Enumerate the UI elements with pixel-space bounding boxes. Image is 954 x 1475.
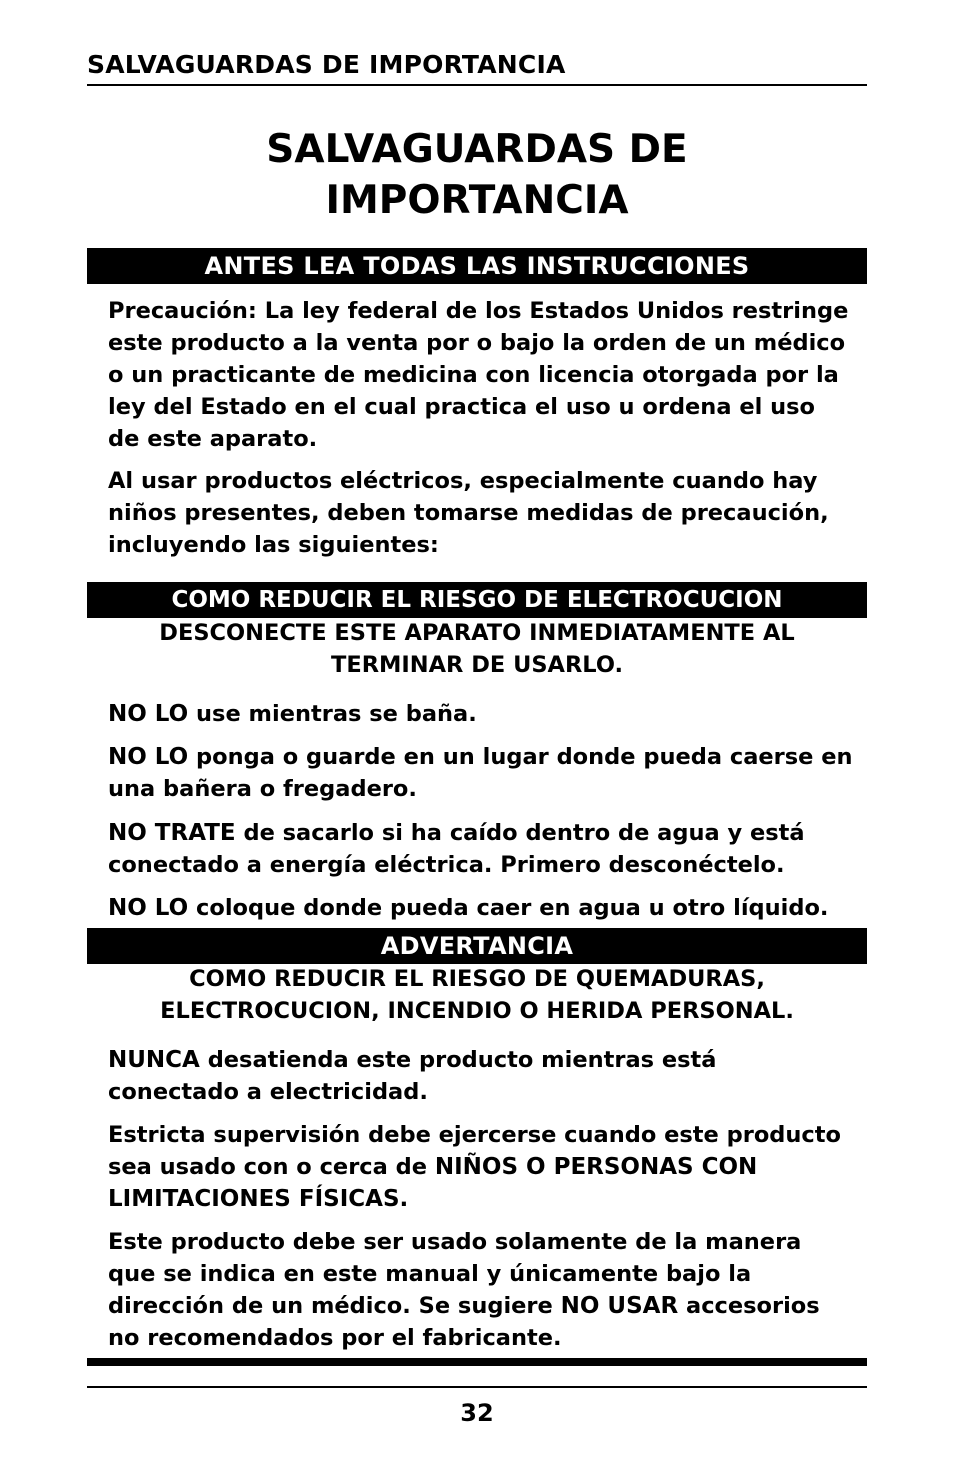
item-text: ponga o guarde en un lugar donde pueda caerse en una bañera o fregadero. [108, 744, 853, 802]
item-emphasis: NIÑOS O PERSONAS CON LIMITACIONES FÍSICAS. [108, 1154, 758, 1212]
page-number: 32 [460, 1399, 494, 1427]
item-lead: NO LO [108, 895, 189, 921]
section-heading-instructions: ANTES LEA TODAS LAS INSTRUCCIONES [87, 248, 867, 284]
item-text: use mientras se baña. [188, 701, 477, 727]
list-item [108, 698, 853, 730]
usage-paragraph [108, 1226, 853, 1354]
disconnect-instruction: DESCONECTE ESTE APARATO INMEDIATAMENTE AL TERMINAR DE USARLO. [159, 620, 795, 678]
item-emphasis: NO USAR [560, 1293, 679, 1319]
header-rule [87, 84, 867, 86]
list-item [108, 892, 853, 924]
running-header: SALVAGUARDAS DE IMPORTANCIA [87, 50, 566, 79]
warning-subheading-line2: ELECTROCUCION, INCENDIO O HERIDA PERSONAL. [160, 998, 794, 1024]
item-lead: NO LO [108, 701, 189, 727]
section-heading-electrocution: COMO REDUCIR EL RIESGO DE ELECTROCUCION [87, 582, 867, 618]
item-lead: NO LO [108, 744, 189, 770]
item-lead: NUNCA [108, 1047, 200, 1073]
item-text: de sacarlo si ha caído dentro de agua y está conectado a energía eléctrica. Primero desconéctelo. [108, 820, 805, 878]
item-text: Este producto debe ser usado solamente de la manera que se indica en este manual y únicamente bajo la dirección de un médico. Se sugiere [108, 1229, 802, 1319]
item-text: Estricta supervisión debe ejercerse cuando este producto sea usado con o cerca de [108, 1122, 841, 1180]
warning-subheading-line1: COMO REDUCIR EL RIESGO DE QUEMADURAS, [189, 966, 765, 992]
precaution-paragraph: Precaución: La ley federal de los Estados Unidos restringe este producto a la venta por o bajo la orden de un médico o un practicante de medicina con licencia otorgada por la ley del Estado en el cual practica el uso u ordena el uso de este aparato. [108, 298, 849, 452]
list-item [108, 817, 853, 881]
item-text: accesorios no recomendados por el fabricante. [108, 1293, 820, 1351]
item-text: coloque donde pueda caer en agua u otro líquido. [188, 895, 829, 921]
list-item [108, 741, 853, 805]
page-title [87, 124, 867, 226]
section-heading-warning: ADVERTANCIA [87, 928, 867, 964]
page-title-line1: SALVAGUARDAS DE [266, 127, 688, 172]
item-text: desatienda este producto mientras está conectado a electricidad. [108, 1047, 717, 1105]
footer-thin-rule [87, 1386, 867, 1388]
footer-thick-rule [87, 1358, 867, 1366]
warning-subheading [87, 963, 867, 1027]
unattended-paragraph [108, 1044, 853, 1108]
electric-products-paragraph: Al usar productos eléctricos, especialmente cuando hay niños presentes, deben tomarse medidas de precaución, incluyendo las siguientes: [108, 468, 829, 558]
page-title-line2: IMPORTANCIA [325, 178, 629, 223]
supervision-paragraph [108, 1119, 853, 1215]
item-lead: NO TRATE [108, 820, 236, 846]
